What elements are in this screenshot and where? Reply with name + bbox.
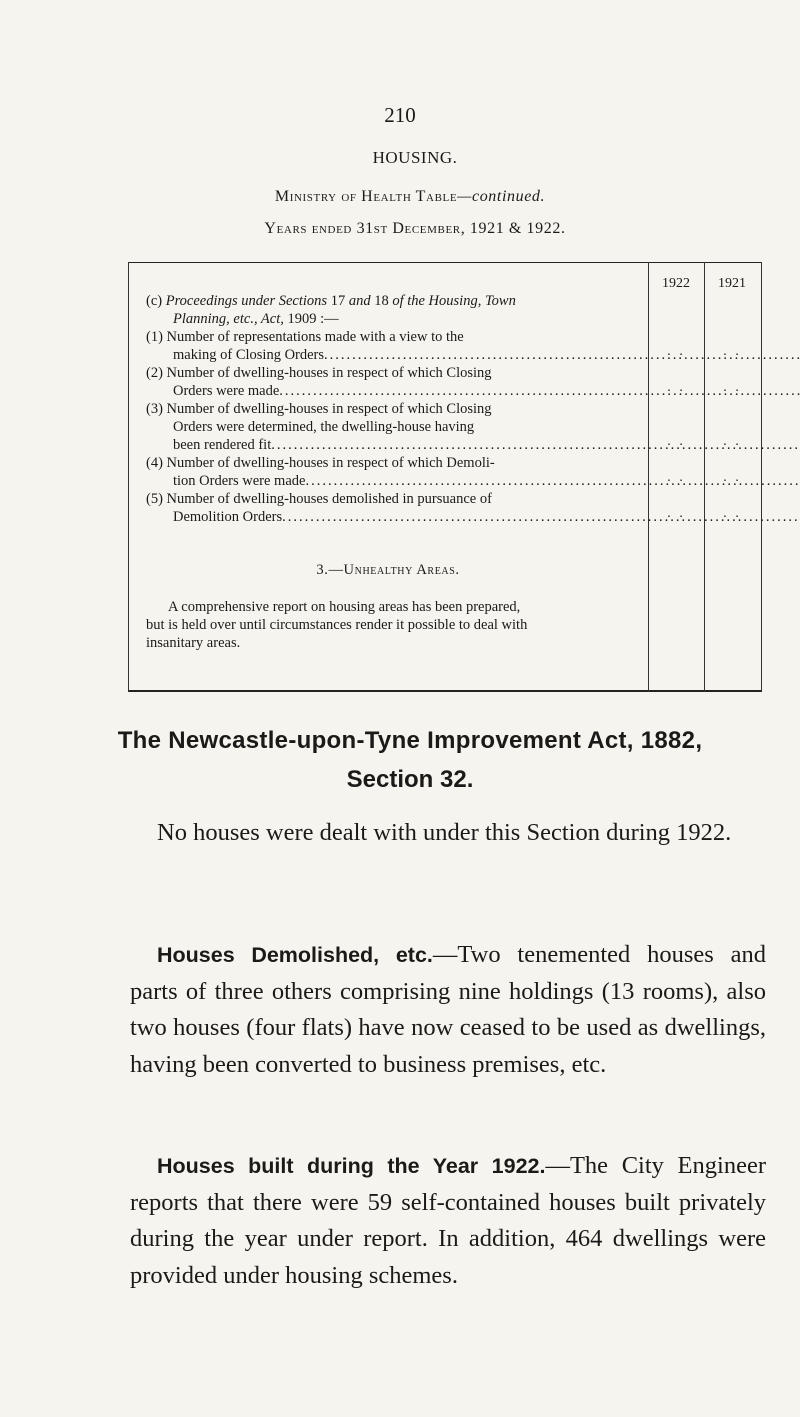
act-title: The Newcastle-upon-Tyne Improvement Act, 1882, <box>117 727 703 754</box>
value-1922: · · <box>666 438 686 453</box>
table-subtitle <box>0 188 800 206</box>
section-c-line2-rest: 1909 :— <box>287 311 339 327</box>
section-c-prefix: (c) <box>146 293 163 309</box>
value-1921: · · <box>722 510 742 525</box>
section-c-num1: 17 <box>330 293 346 309</box>
unhealthy-areas-heading: 3.—Unhealthy Areas. <box>316 562 460 578</box>
paragraph-text: —Two tenemented houses and parts of three others comprising nine holdings (13 rooms), also two houses (four flats) have now ceased to be used as dwellings, having been converted to business premises, etc. <box>130 941 766 1078</box>
value-1922: · · <box>666 474 686 489</box>
row-text-line2: tion Orders were made <box>173 472 306 489</box>
subtitle-main: Ministry of Health Table <box>274 188 458 205</box>
row-text-line2: been rendered fit <box>173 436 272 453</box>
row-text-line2: making of Closing Orders <box>173 346 325 363</box>
row-text-line2: Orders were made <box>173 382 280 399</box>
paragraph-text: —The City Engineer reports that there were 59 self-contained houses built privately during the year under report. In addition, 464 dwellings were provided under housing schemes. <box>130 1152 766 1289</box>
row-text-line1b: Orders were determined, the dwelling-house having <box>173 418 475 435</box>
section-c-heading <box>146 292 646 328</box>
table-row <box>146 401 646 454</box>
column-header-1922: 1922 <box>662 276 690 291</box>
table-top-rule <box>128 262 762 263</box>
value-1921: · · <box>722 474 742 489</box>
table-years: Years ended 31st December, 1921 & 1922. <box>264 220 566 237</box>
section-c-italic-2: of the Housing, Town <box>392 293 516 309</box>
section-c-italic-1: Proceedings under Sections <box>165 293 328 309</box>
table-row <box>146 329 646 365</box>
paragraph-no-houses: No houses were dealt with under this Section during 1922. <box>157 819 732 846</box>
value-1922: · · <box>666 384 686 399</box>
unhealthy-areas-report <box>146 598 646 652</box>
value-1922: · · <box>666 348 686 363</box>
row-text-line1: (2) Number of dwelling-houses in respect of which Closing <box>146 365 492 381</box>
section-c-num2: 18 <box>374 293 389 309</box>
act-section: Section 32. <box>346 766 474 793</box>
row-text-line1: (5) Number of dwelling-houses demolished in pursuance of <box>146 491 492 507</box>
table-row <box>146 455 646 491</box>
ministry-table <box>128 262 762 692</box>
paragraph-houses-built <box>130 1148 766 1294</box>
value-1921: · · <box>722 438 742 453</box>
section-header: HOUSING. <box>372 148 458 167</box>
row-text-line2: Demolition Orders <box>173 508 283 525</box>
paragraph-houses-demolished <box>130 937 766 1083</box>
row-text-line1: (3) Number of dwelling-houses in respect of which Closing <box>146 401 492 417</box>
report-line: A comprehensive report on housing areas has been prepared, <box>168 599 521 615</box>
value-1921: · · <box>722 348 742 363</box>
report-line: but is held over until circumstances render it possible to deal with <box>146 617 528 633</box>
section-c-line2-italic: Planning, etc., Act, <box>173 311 284 327</box>
row-text-line1: (1) Number of representations made with a view to the <box>146 329 464 345</box>
value-1922: · · <box>666 510 686 525</box>
value-1921: · · <box>722 384 742 399</box>
column-header-1921: 1921 <box>718 276 746 291</box>
table-row <box>146 491 646 527</box>
section-c-and: and <box>348 293 371 309</box>
report-line: insanitary areas. <box>146 635 241 651</box>
table-row <box>146 365 646 401</box>
table-left-rule <box>128 262 129 692</box>
page-number: 210 <box>384 103 416 127</box>
subtitle-continued: —continued. <box>457 188 546 205</box>
table-bottom-rule <box>128 690 762 692</box>
paragraph-lead: Houses built during the Year 1922. <box>157 1154 546 1178</box>
row-text-line1: (4) Number of dwelling-houses in respect of which Demoli- <box>146 455 495 471</box>
paragraph-lead: Houses Demolished, etc. <box>157 943 433 967</box>
